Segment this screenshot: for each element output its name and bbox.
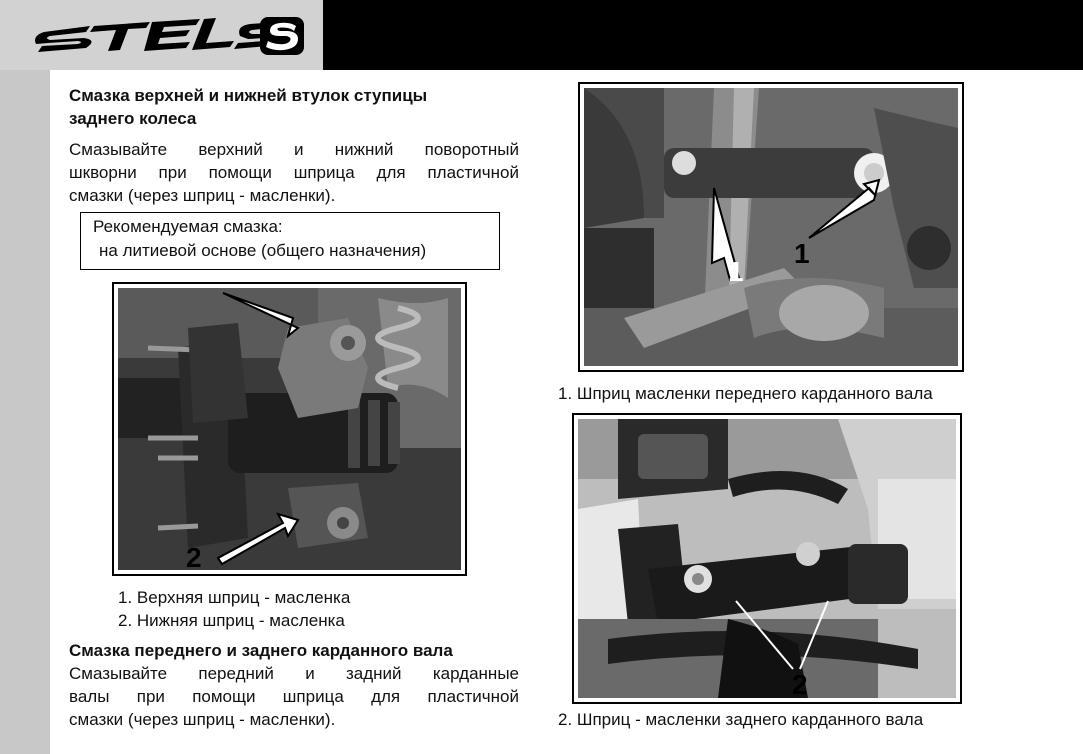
section1-body-line1: Смазывайте верхний и нижний поворотный <box>69 140 519 159</box>
front-caption: 1. Шприц масленки переднего карданного вала <box>558 384 933 403</box>
section1-title-line2: заднего колеса <box>69 109 197 128</box>
front-driveshaft-photo <box>578 82 964 372</box>
rear-driveshaft-illustration <box>578 419 956 698</box>
section2-title: Смазка переднего и заднего карданного вала <box>69 641 453 660</box>
section1-title-line1: Смазка верхней и нижней втулок ступицы <box>69 86 428 105</box>
hub-caption-2: 2. Нижняя шприц - масленка <box>118 611 345 630</box>
hub-callout-2: 2 <box>186 542 202 573</box>
rear-hub-illustration <box>118 288 461 570</box>
section2-body-line1: Смазывайте передний и задний карданные <box>69 664 519 683</box>
section2-body-line3: смазки (через шприц - масленки). <box>69 710 336 729</box>
recommend-value: на литиевой основе (общего назначения) <box>99 241 427 260</box>
rear-callout-2: 2 <box>792 669 808 700</box>
brand-logo <box>28 14 308 58</box>
hub-caption-1: 1. Верхняя шприц - масленка <box>118 588 351 607</box>
front-driveshaft-illustration <box>584 88 958 366</box>
recommend-label: Рекомендуемая смазка: <box>93 217 283 236</box>
front-callout-1a: 1 <box>728 256 744 287</box>
section1-body-line2: шкворни при помощи шприца для пластичной <box>69 163 519 182</box>
rear-hub-photo <box>112 282 467 576</box>
rear-caption: 2. Шприц - масленки заднего карданного вала <box>558 710 924 729</box>
front-callout-1b: 1 <box>794 238 810 269</box>
left-margin-strip <box>0 0 50 754</box>
header-bar <box>323 0 1083 70</box>
section1-body-line3: смазки (через шприц - масленки). <box>69 186 336 205</box>
header-logo-area <box>0 0 323 70</box>
rear-driveshaft-photo <box>572 413 962 704</box>
section2-body-line2: валы при помощи шприца для пластичной <box>69 687 519 706</box>
recommended-lubricant-box <box>80 212 500 270</box>
